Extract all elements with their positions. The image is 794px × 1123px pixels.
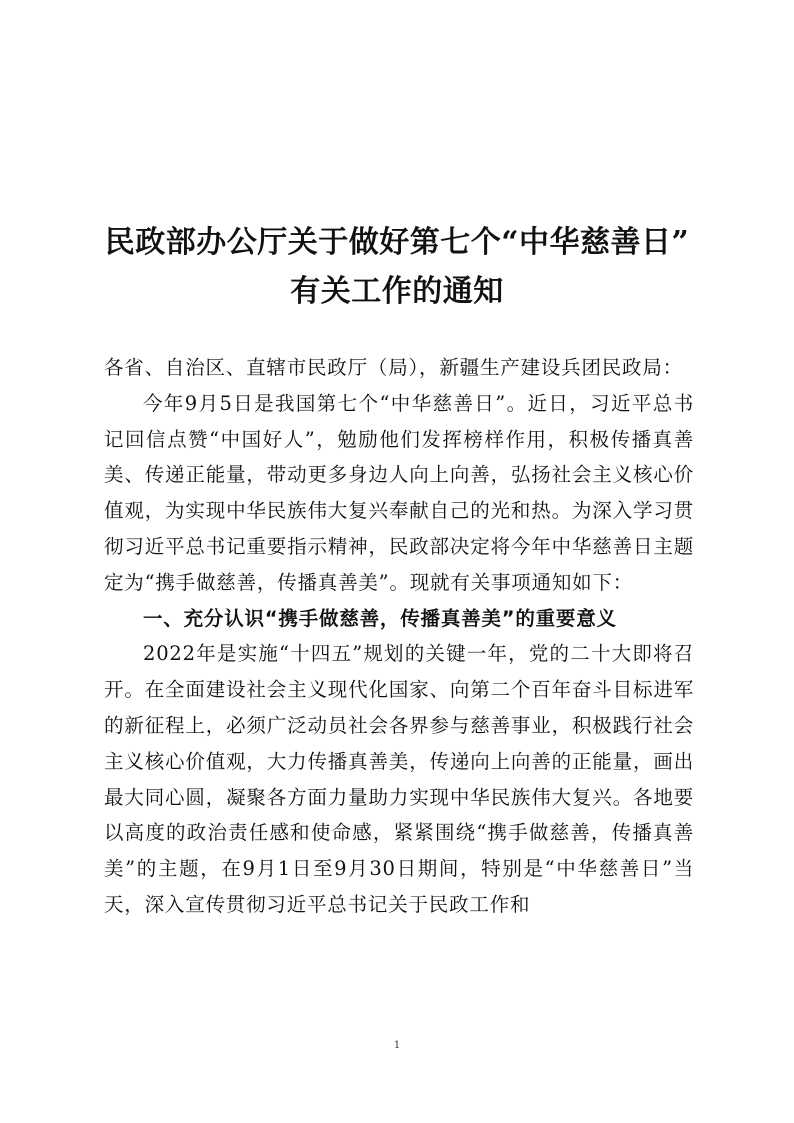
document-body xyxy=(104,350,694,923)
title-line-2: 有关工作的通知 xyxy=(290,274,504,309)
salutation: 各省、自治区、直辖市民政厅（局），新疆生产建设兵团民政局： xyxy=(104,356,683,379)
paragraph-section-1: 2022年是实施“十四五”规划的关键一年，党的二十大即将召开。在全面建设社会主义现代化国家、向第二个百年奋斗目标进军的新征程上，必须广泛动员社会各界参与慈善事业，积极践行社会主义核心价值观，大力传播真善美，传递向上向善的正能量，画出最大同心圆，凝聚各方面力量助力实现中华民族伟大复兴。各地要以高度的政治责任感和使命感，紧紧围绕“携手做慈善，传播真善美”的主题，在9月1日至9月30日期间，特别是“中华慈善日”当天，深入宣传贯彻习近平总书记关于民政工作和 xyxy=(104,642,694,916)
page-number: 1 xyxy=(393,1040,401,1051)
title-line-1: 民政部办公厅关于做好第七个“中华慈善日” xyxy=(104,225,690,260)
paragraph-intro: 今年9月5日是我国第七个“中华慈善日”。近日，习近平总书记回信点赞“中国好人”，勉励他们发挥榜样作用，积极传播真善美、传递正能量，带动更多身边人向上向善，弘扬社会主义核心价值观，为实现中华民族伟大复兴奉献自己的光和热。为深入学习贯彻习近平总书记重要指示精神，民政部决定将今年中华慈善日主题定为“携手做慈善，传播真善美”。现就有关事项通知如下： xyxy=(104,391,694,594)
section-heading-1: 一、充分认识“携手做慈善，传播真善美”的重要意义 xyxy=(143,606,617,630)
document-title xyxy=(0,218,794,316)
